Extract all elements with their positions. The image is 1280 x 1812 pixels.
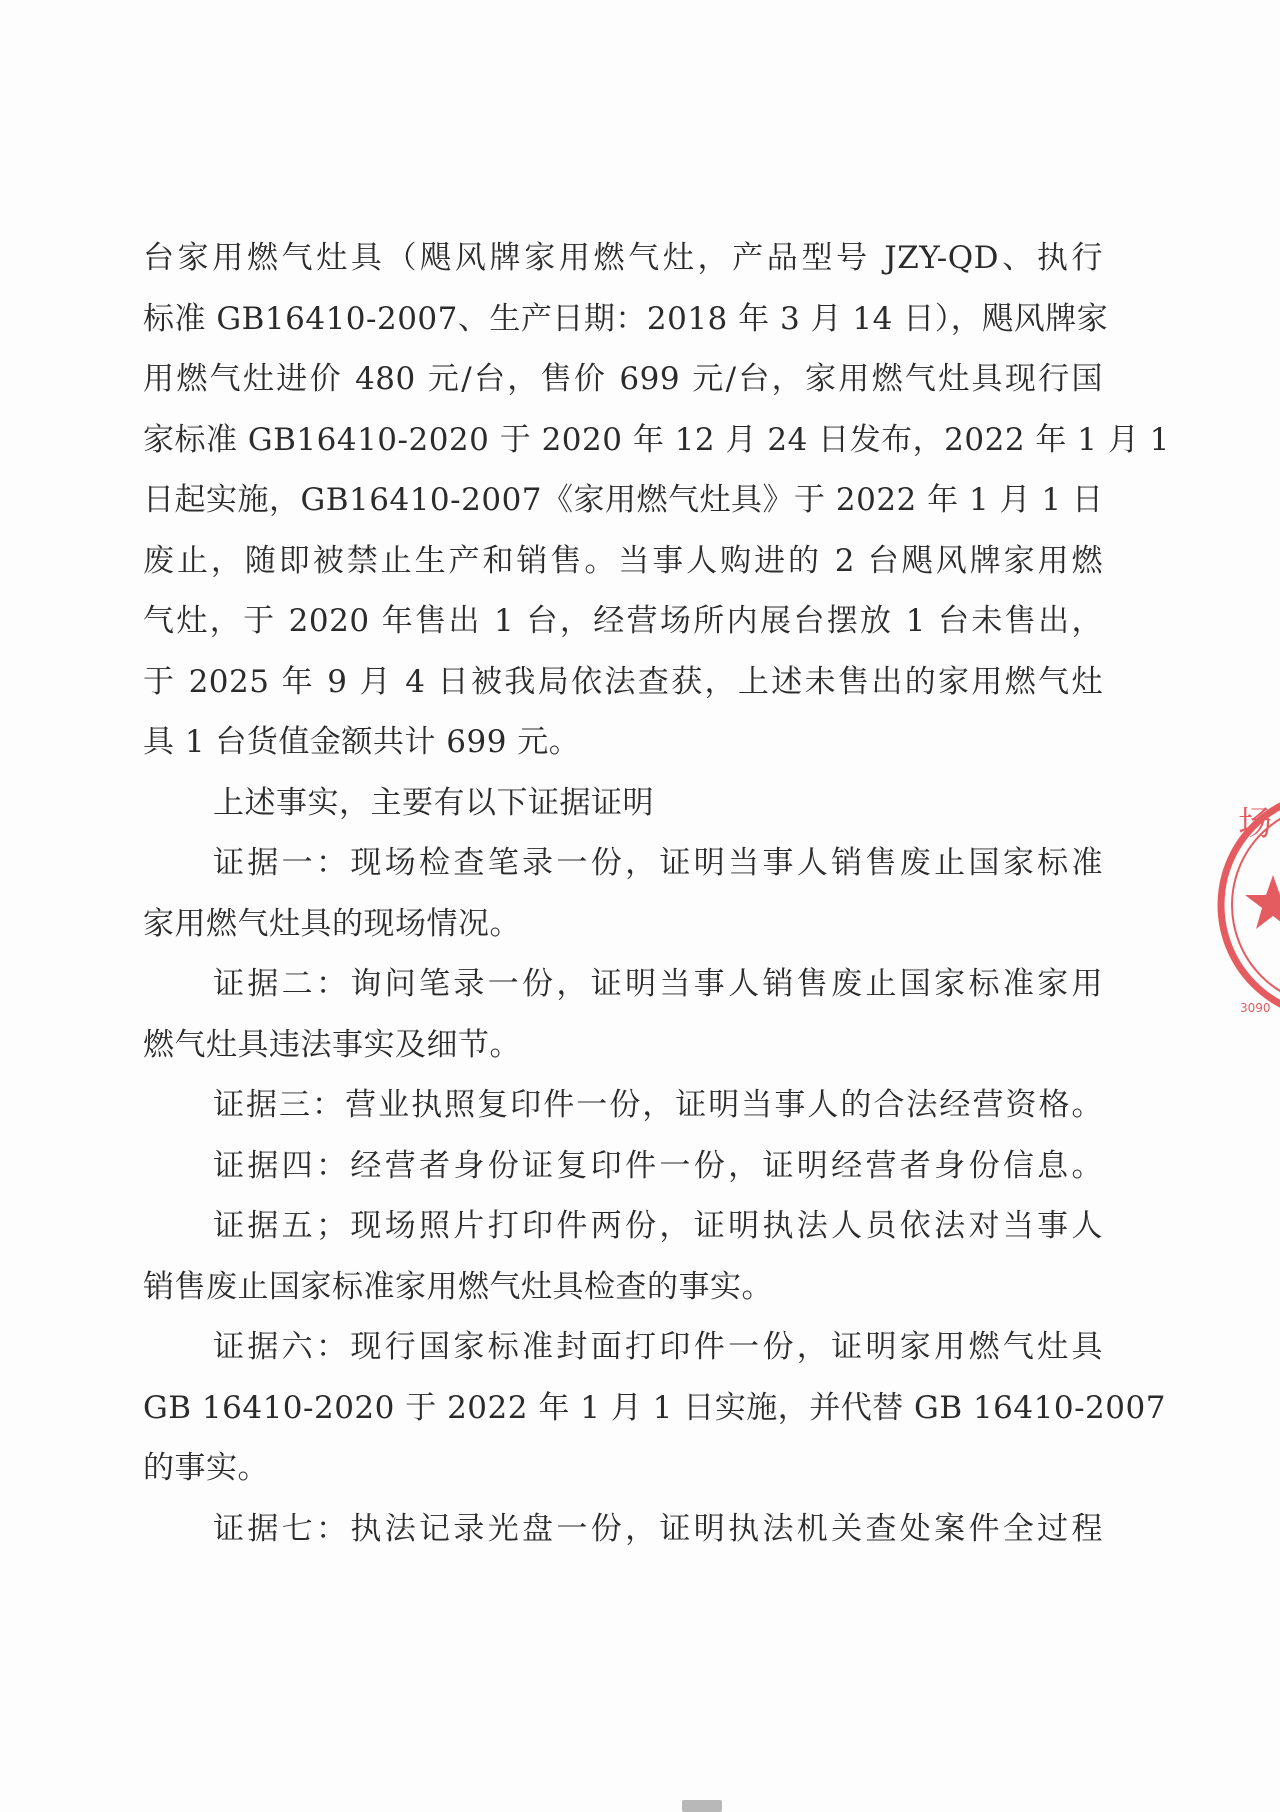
text-line: 具 1 台货值金额共计 699 元。 [143, 724, 581, 760]
text-line: 的事实。 [143, 1450, 269, 1486]
text-line: 家标准 GB16410-2020 于 2020 年 12 月 24 日发布，2022 年 1 月 1 [143, 421, 1170, 458]
text-line: 废止，随即被禁止生产和销售。当事人购进的 2 台飓风牌家用燃 [143, 542, 1103, 579]
text-line: 证据五；现场照片打印件两份，证明执法人员依法对当事人 [213, 1208, 1103, 1244]
text-line: 销售废止国家标准家用燃气灶具检查的事实。 [143, 1268, 773, 1305]
text-line: 于 2025 年 9 月 4 日被我局依法查获，上述未售出的家用燃气灶 [143, 663, 1103, 700]
document-body [143, 228, 1170, 1559]
text-line: 证据六：现行国家标准封面打印件一份，证明家用燃气灶具 [213, 1329, 1103, 1365]
text-line: 证据七：执法记录光盘一份，证明执法机关查处案件全过程 [213, 1510, 1103, 1547]
text-line: 气灶，于 2020 年售出 1 台，经营场所内展台摆放 1 台未售出， [143, 603, 1103, 639]
text-line: 证据二：询问笔录一份，证明当事人销售废止国家标准家用 [213, 966, 1103, 1002]
text-line: 标准 GB16410-2007、生产日期：2018 年 3 月 14 日），飓风牌家 [143, 300, 1109, 337]
text-line: 用燃气灶进价 480 元/台，售价 699 元/台，家用燃气灶具现行国 [143, 361, 1103, 397]
text-line: 日起实施，GB16410-2007《家用燃气灶具》于 2022 年 1 月 1 日 [143, 482, 1104, 518]
text-line: 燃气灶具违法事实及细节。 [143, 1026, 521, 1063]
seal-code: 3090 [1240, 1001, 1271, 1015]
text-line: 证据三：营业执照复印件一份，证明当事人的合法经营资格。 [213, 1087, 1103, 1123]
seal-text: 场 [1238, 804, 1272, 844]
text-line: 上述事实，主要有以下证据证明 [213, 784, 654, 821]
text-line: GB 16410-2020 于 2022 年 1 月 1 日实施，并代替 GB 16410-2007 [143, 1389, 1166, 1426]
seal-star-icon [1245, 875, 1280, 929]
page-number-mark [682, 1800, 722, 1812]
text-line: 证据一：现场检查笔录一份，证明当事人销售废止国家标准 [213, 845, 1103, 881]
text-line: 家用燃气灶具的现场情况。 [143, 905, 521, 942]
official-seal [1218, 790, 1280, 1040]
text-line: 证据四：经营者身份证复印件一份，证明经营者身份信息。 [213, 1147, 1103, 1184]
text-line: 台家用燃气灶具（飓风牌家用燃气灶，产品型号 JZY-QD、执行 [143, 240, 1103, 276]
